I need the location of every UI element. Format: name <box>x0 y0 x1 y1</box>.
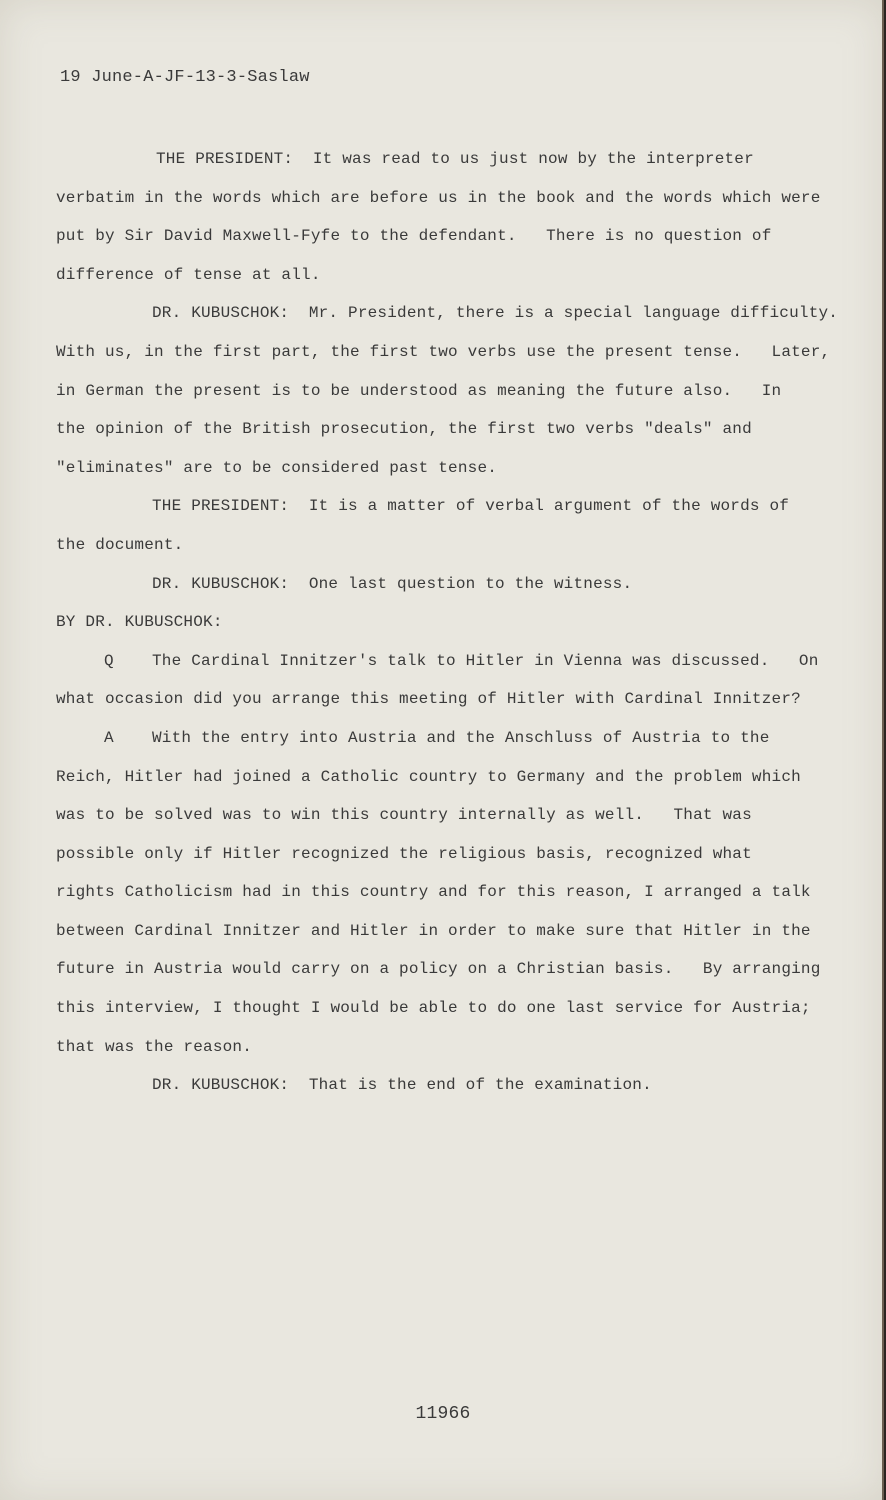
text-line: what occasion did you arrange this meeting of Hitler with Cardinal Innitzer? <box>56 690 801 709</box>
question-marker: Q <box>104 651 114 670</box>
text-line: between Cardinal Innitzer and Hitler in order to make sure that Hitler in the <box>56 921 811 940</box>
question-text: The Cardinal Innitzer's talk to Hitler in Vienna was discussed. On <box>152 651 819 670</box>
page-number: 11966 <box>415 1404 471 1424</box>
answer-marker: A <box>104 728 114 747</box>
text-line: THE PRESIDENT: It was read to us just now by the interpreter <box>156 150 754 168</box>
transcript-body <box>56 140 839 1105</box>
text-line: the opinion of the British prosecution, the first two verbs "deals" and <box>56 420 752 439</box>
text-line: With us, in the first part, the first two verbs use the present tense. Later, <box>56 342 831 361</box>
page-header: 19 June-A-JF-13-3-Saslaw <box>60 68 310 87</box>
text-line: that was the reason. <box>56 1037 253 1056</box>
page-edge <box>882 0 884 1500</box>
question-line <box>56 642 836 681</box>
text-line: Reich, Hitler had joined a Catholic country to Germany and the problem which <box>56 767 801 786</box>
text-line: DR. KUBUSCHOK: One last question to the witness. <box>152 574 633 593</box>
text-line: future in Austria would carry on a policy on a Christian basis. By arranging <box>56 960 821 979</box>
text-line: verbatim in the words which are before us in the book and the words which were <box>56 188 821 207</box>
answer-line <box>56 719 836 758</box>
text-line: possible only if Hitler recognized the religious basis, recognized what <box>56 844 752 863</box>
text-line: this interview, I thought I would be able to do one last service for Austria; <box>56 999 811 1018</box>
text-line: was to be solved was to win this country internally as well. That was <box>56 806 752 825</box>
text-line: put by Sir David Maxwell-Fyfe to the defendant. There is no question of <box>56 227 772 246</box>
text-line: the document. <box>56 535 184 554</box>
text-line: rights Catholicism had in this country and for this reason, I arranged a talk <box>56 883 811 902</box>
text-line: difference of tense at all. <box>56 265 321 284</box>
text-line: DR. KUBUSCHOK: Mr. President, there is a special language difficulty. <box>152 304 839 323</box>
text-line: THE PRESIDENT: It is a matter of verbal argument of the words of <box>152 497 790 516</box>
examiner-heading: BY DR. KUBUSCHOK: <box>56 613 223 632</box>
text-line: in German the present is to be understood as meaning the future also. In <box>56 381 782 400</box>
closing-line: DR. KUBUSCHOK: That is the end of the examination. <box>152 1076 652 1095</box>
text-line: "eliminates" are to be considered past tense. <box>56 458 498 477</box>
answer-text: With the entry into Austria and the Anschluss of Austria to the <box>152 728 770 747</box>
